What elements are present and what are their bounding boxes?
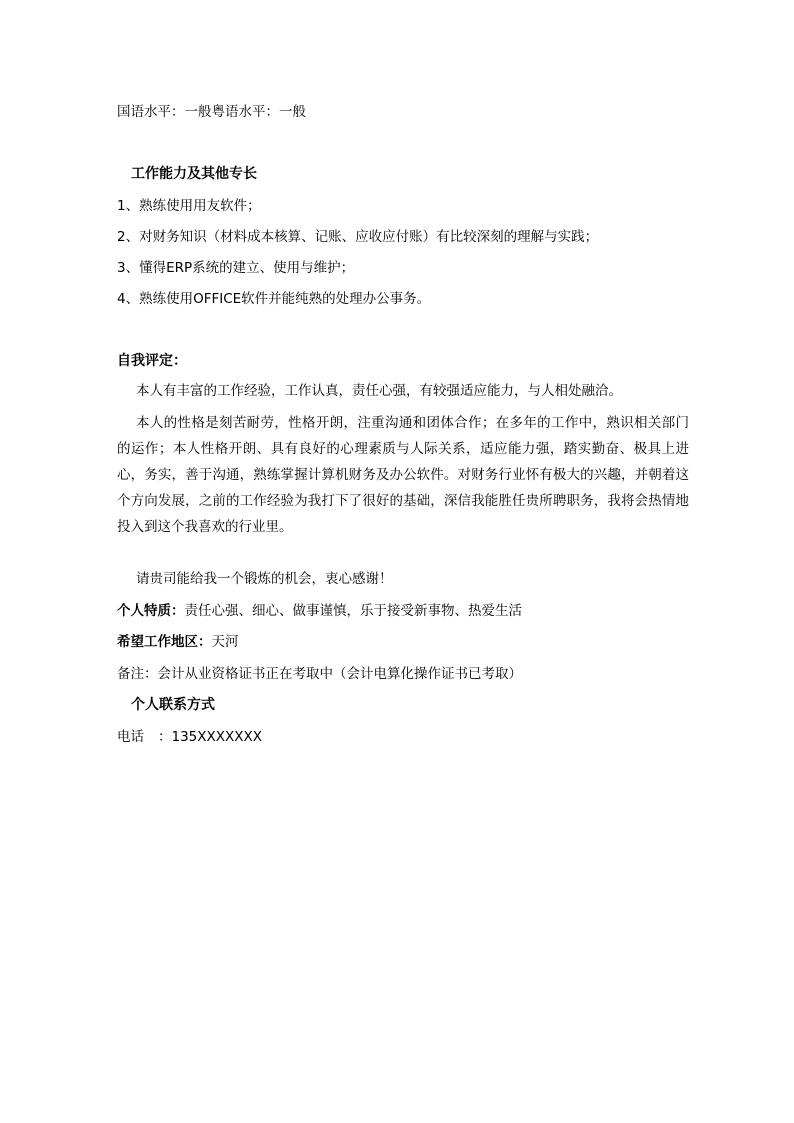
skills-heading: 工作能力及其他专长 <box>131 166 257 182</box>
skill-item-2: 2、对财务知识（材料成本核算、记账、应收应付账）有比较深刻的理解与实践； <box>117 229 599 245</box>
personal-traits-label: 个人特质： <box>117 603 185 619</box>
self-evaluation-paragraph-3: 请贵司能给我一个锻炼的机会，衷心感谢！ <box>136 571 393 587</box>
phone-label: 电话 <box>117 729 144 745</box>
self-evaluation-heading: 自我评定： <box>117 353 187 369</box>
contact-heading: 个人联系方式 <box>131 697 215 713</box>
skill-item-3: 3、懂得ERP系统的建立、使用与维护； <box>117 260 355 276</box>
phone-value: ：135XXXXXXX <box>158 729 263 745</box>
skill-item-4: 4、熟练使用OFFICE软件并能纯熟的处理办公事务。 <box>117 291 431 307</box>
skill-item-1: 1、熟练使用用友软件； <box>117 198 261 214</box>
phone-line <box>117 728 262 746</box>
self-evaluation-paragraph-2: 本人的性格是刻苦耐劳，性格开朗，注重沟通和团体合作；在多年的工作中，熟识相关部门的运作；本人性格开朗、具有良好的心理素质与人际关系，适应能力强，踏实勤奋、极具上进心，务实，善于沟通，熟练掌握计算机财务及办公软件。对财务行业怀有极大的兴趣，并朝着这个方向发展，之前的工作经验为我打下了很好的基础，深信我能胜任贵所聘职务，我将会热情地投入到这个我喜欢的行业里。 <box>117 415 689 535</box>
self-evaluation-paragraph-1: 本人有丰富的工作经验，工作认真，责任心强，有较强适应能力，与人相处融洽。 <box>136 383 622 399</box>
personal-traits-value: 责任心强、细心、做事谨慎，乐于接受新事物、热爱生活 <box>184 603 522 619</box>
desired-location-label: 希望工作地区： <box>117 634 212 650</box>
personal-traits-line <box>117 602 522 620</box>
language-level-line: 国语水平：一般粤语水平：一般 <box>117 104 306 120</box>
desired-location-line <box>117 633 239 651</box>
desired-location-value: 天河 <box>211 634 239 650</box>
remark-line: 备注：会计从业资格证书正在考取中（会计电算化操作证书已考取） <box>117 666 522 682</box>
